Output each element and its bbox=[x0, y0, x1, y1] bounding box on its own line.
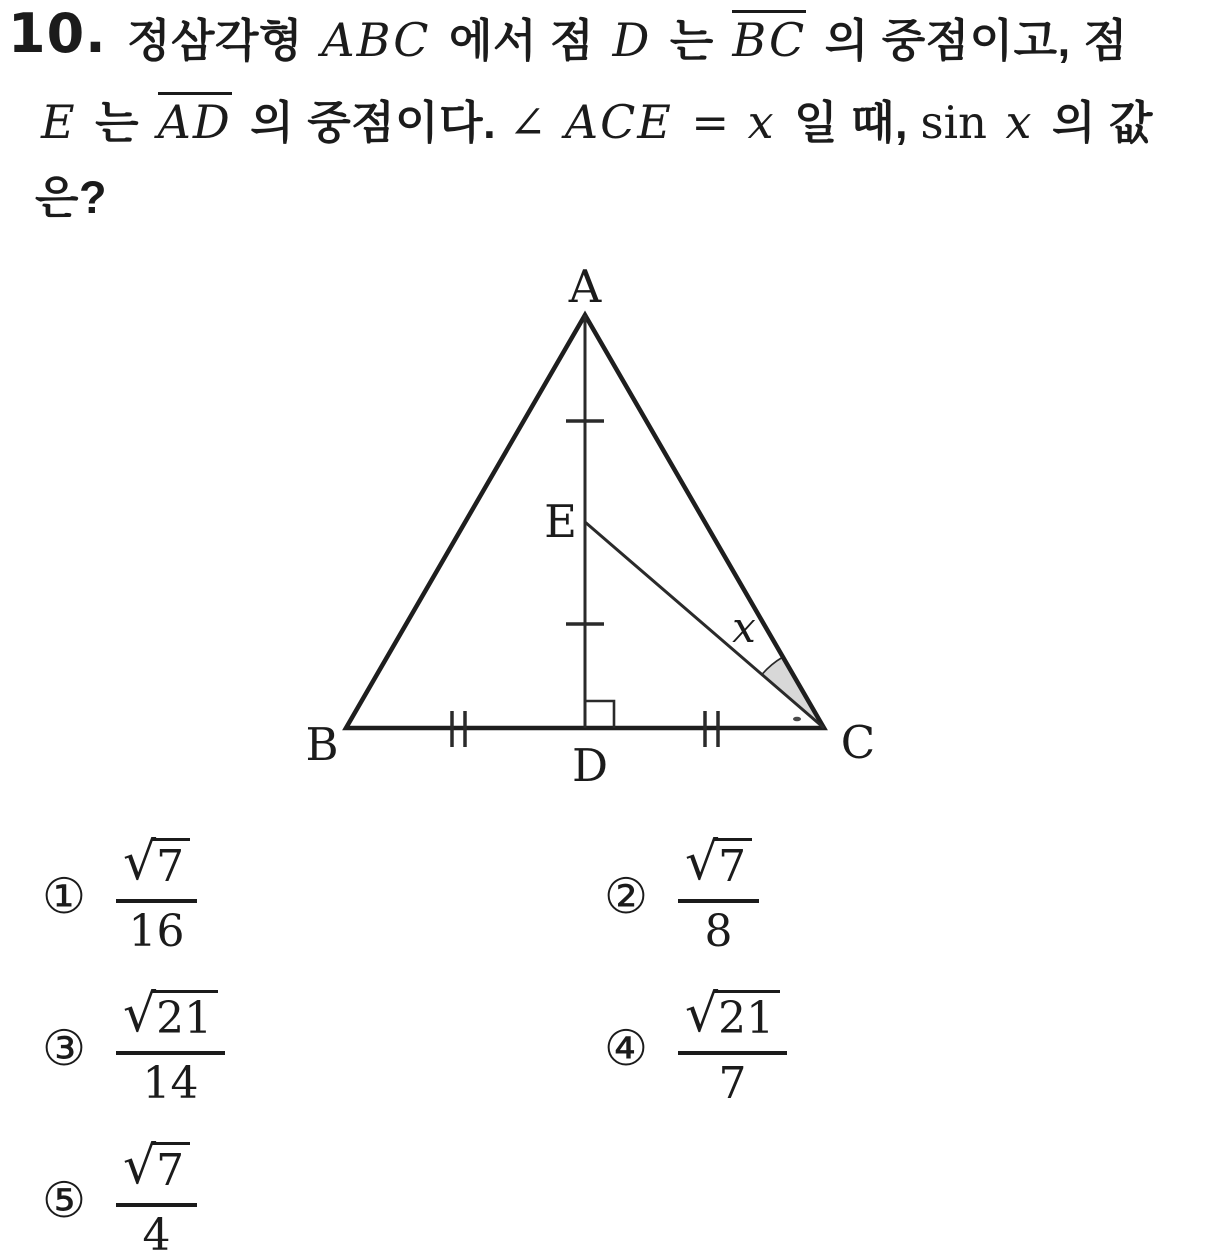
choice-4-radicand: 21 bbox=[714, 990, 780, 1045]
choice-1-denominator: 16 bbox=[128, 906, 185, 957]
choice-2-denominator: 8 bbox=[704, 906, 733, 957]
math-angle-ace: ACE bbox=[564, 95, 673, 149]
math-segment-bc: BC bbox=[732, 10, 806, 63]
sqrt-sign: √ bbox=[122, 832, 157, 892]
question-text: 의 중점이고, 점 bbox=[824, 15, 1128, 66]
angle-x-wedge bbox=[762, 657, 824, 728]
choice-4-fraction bbox=[678, 984, 787, 1109]
print-speck bbox=[793, 717, 801, 722]
choice-4-number: ④ bbox=[604, 1019, 648, 1077]
fraction-bar bbox=[678, 899, 759, 903]
vertex-label-E: E bbox=[544, 495, 577, 548]
choice-1 bbox=[42, 832, 197, 957]
choice-4 bbox=[604, 984, 787, 1109]
choice-5-number: ⑤ bbox=[42, 1171, 86, 1229]
choice-3 bbox=[42, 984, 225, 1109]
sqrt-sign: √ bbox=[122, 984, 157, 1044]
question-number: 10. bbox=[8, 2, 107, 65]
equals-sign: = bbox=[691, 96, 730, 149]
choice-3-denominator: 14 bbox=[142, 1058, 199, 1109]
question-text: 의 중점이다. bbox=[250, 97, 497, 148]
vertex-label-A: A bbox=[568, 260, 602, 313]
vertex-label-B: B bbox=[305, 718, 339, 771]
choice-4-denominator: 7 bbox=[718, 1058, 747, 1109]
choice-5 bbox=[42, 1136, 197, 1253]
choice-1-radicand: 7 bbox=[152, 838, 190, 893]
choice-3-fraction bbox=[116, 984, 225, 1109]
question-text: 은? bbox=[35, 172, 107, 223]
choice-2-fraction bbox=[678, 832, 759, 957]
triangle-figure bbox=[280, 252, 940, 800]
question-line-2 bbox=[35, 90, 1153, 155]
choice-1-number: ① bbox=[42, 867, 86, 925]
question-text: 에서 점 bbox=[449, 15, 594, 66]
sin-function: sin bbox=[920, 96, 987, 149]
choice-5-fraction bbox=[116, 1136, 197, 1253]
segment-EC bbox=[585, 522, 824, 728]
fraction-bar bbox=[678, 1051, 787, 1055]
sqrt-sign: √ bbox=[684, 832, 719, 892]
choice-3-number: ③ bbox=[42, 1019, 86, 1077]
math-segment-ad: AD bbox=[158, 92, 232, 145]
question-text: 는 bbox=[669, 15, 714, 66]
fraction-bar bbox=[116, 1203, 197, 1207]
angle-x-label: x bbox=[732, 603, 756, 652]
question-line-1 bbox=[127, 8, 1128, 73]
choice-2 bbox=[604, 832, 759, 957]
right-angle-mark bbox=[585, 701, 614, 728]
math-point-e: E bbox=[41, 95, 77, 149]
choice-3-radicand: 21 bbox=[152, 990, 218, 1045]
angle-symbol: ∠ bbox=[508, 96, 547, 149]
question-text: 일 때, bbox=[794, 97, 909, 148]
choice-5-denominator: 4 bbox=[142, 1210, 171, 1253]
fraction-bar bbox=[116, 899, 197, 903]
choice-5-radicand: 7 bbox=[152, 1142, 190, 1197]
fraction-bar bbox=[116, 1051, 225, 1055]
question-text: 의 값 bbox=[1051, 97, 1153, 148]
sqrt-sign: √ bbox=[122, 1136, 157, 1196]
math-triangle-name: ABC bbox=[321, 13, 431, 67]
vertex-label-C: C bbox=[840, 716, 876, 769]
choice-2-number: ② bbox=[604, 867, 648, 925]
math-point-d: D bbox=[612, 13, 652, 67]
sqrt-sign: √ bbox=[684, 984, 719, 1044]
question-text: 정삼각형 bbox=[127, 15, 303, 66]
math-x: x bbox=[1005, 95, 1034, 149]
vertex-label-D: D bbox=[571, 739, 609, 792]
question-line-3 bbox=[35, 166, 107, 230]
choice-1-fraction bbox=[116, 832, 197, 957]
choice-2-radicand: 7 bbox=[714, 838, 752, 893]
question-text: 는 bbox=[95, 97, 140, 148]
math-x: x bbox=[747, 95, 776, 149]
